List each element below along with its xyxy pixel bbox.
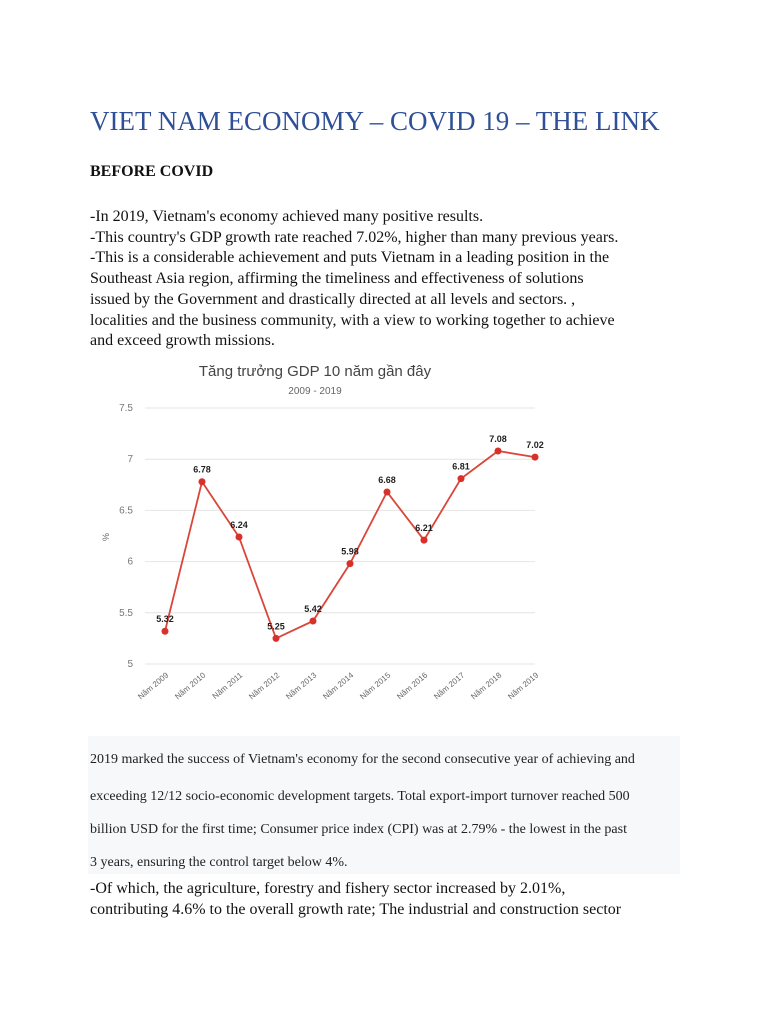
data-point (310, 617, 317, 624)
paragraph-line: Southeast Asia region, affirming the timeliness and effectiveness of solutions (90, 270, 584, 287)
chart-y-axis-label: % (101, 532, 111, 542)
paragraph-line: -Of which, the agriculture, forestry and fishery sector increased by 2.01%, (90, 880, 566, 897)
chart-subtitle: 2009 - 2019 (288, 386, 342, 397)
chart-x-ticks (136, 670, 540, 701)
paragraph-line: localities and the business community, with a view to working together to achieve (90, 312, 615, 329)
x-tick-label: Năm 2014 (321, 670, 356, 702)
x-tick-label: Năm 2011 (210, 670, 245, 701)
data-point (236, 534, 243, 541)
data-label: 6.68 (378, 474, 396, 485)
data-point (347, 560, 354, 567)
highlight-block (88, 736, 680, 874)
x-tick-label: Năm 2013 (284, 670, 319, 702)
chart-series-line (165, 451, 535, 638)
document-title: VIET NAM ECONOMY – COVID 19 – THE LINK (90, 106, 660, 136)
data-label: 5.42 (304, 603, 322, 614)
data-point (421, 537, 428, 544)
x-tick-label: Năm 2012 (247, 670, 282, 702)
gdp-growth-chart (95, 355, 545, 730)
data-label: 6.24 (230, 520, 248, 531)
x-tick-label: Năm 2016 (395, 670, 430, 702)
x-tick-label: Năm 2019 (506, 670, 541, 702)
highlight-line: billion USD for the first time; Consumer price index (CPI) was at 2.79% - the lowest in the past (90, 822, 627, 837)
paragraph-line: -This country's GDP growth rate reached 7.02%, higher than many previous years. (90, 229, 619, 246)
data-point (162, 628, 169, 635)
chart-grid (119, 403, 535, 670)
data-label: 7.08 (489, 434, 507, 445)
paragraph-line: -This is a considerable achievement and puts Vietnam in a leading position in the (90, 249, 610, 266)
x-tick-label: Năm 2017 (432, 670, 467, 702)
y-tick-label: 7 (127, 454, 133, 466)
data-point (495, 448, 502, 455)
highlight-line: exceeding 12/12 socio-economic development targets. Total export-import turnover reached 500 (90, 789, 630, 804)
data-label: 5.32 (156, 614, 174, 625)
y-tick-label: 6.5 (119, 505, 133, 517)
x-tick-label: Năm 2010 (173, 670, 208, 702)
data-label: 6.81 (452, 461, 470, 472)
data-point (458, 475, 465, 482)
y-tick-label: 7.5 (119, 403, 133, 414)
highlight-line: 3 years, ensuring the control target below 4%. (90, 855, 348, 870)
data-point (384, 488, 391, 495)
y-tick-label: 6 (127, 556, 133, 568)
y-tick-label: 5.5 (119, 607, 133, 619)
x-tick-label: Năm 2009 (136, 670, 171, 702)
data-label: 6.78 (193, 464, 211, 475)
y-tick-label: 5 (127, 659, 133, 670)
series-line (165, 451, 535, 638)
data-point (532, 454, 539, 461)
paragraph-line: and exceed growth missions. (90, 332, 275, 349)
data-label: 7.02 (526, 440, 544, 451)
chart-data-labels (156, 434, 544, 631)
data-label: 5.98 (341, 546, 359, 557)
data-label: 5.25 (267, 621, 285, 632)
paragraph-line: contributing 4.6% to the overall growth rate; The industrial and construction sector (90, 901, 622, 918)
chart-svg (95, 355, 545, 730)
x-tick-label: Năm 2018 (469, 670, 504, 702)
chart-title: Tăng trưởng GDP 10 năm gần đây (198, 363, 432, 380)
highlight-line: 2019 marked the success of Vietnam's economy for the second consecutive year of achieving and (90, 752, 635, 767)
data-point (273, 635, 280, 642)
x-tick-label: Năm 2015 (358, 670, 393, 702)
data-point (199, 478, 206, 485)
paragraph-line: issued by the Government and drastically directed at all levels and sectors. , (90, 291, 576, 308)
data-label: 6.21 (415, 523, 433, 534)
section-heading: BEFORE COVID (90, 163, 214, 180)
paragraph-line: -In 2019, Vietnam's economy achieved many positive results. (90, 208, 484, 225)
